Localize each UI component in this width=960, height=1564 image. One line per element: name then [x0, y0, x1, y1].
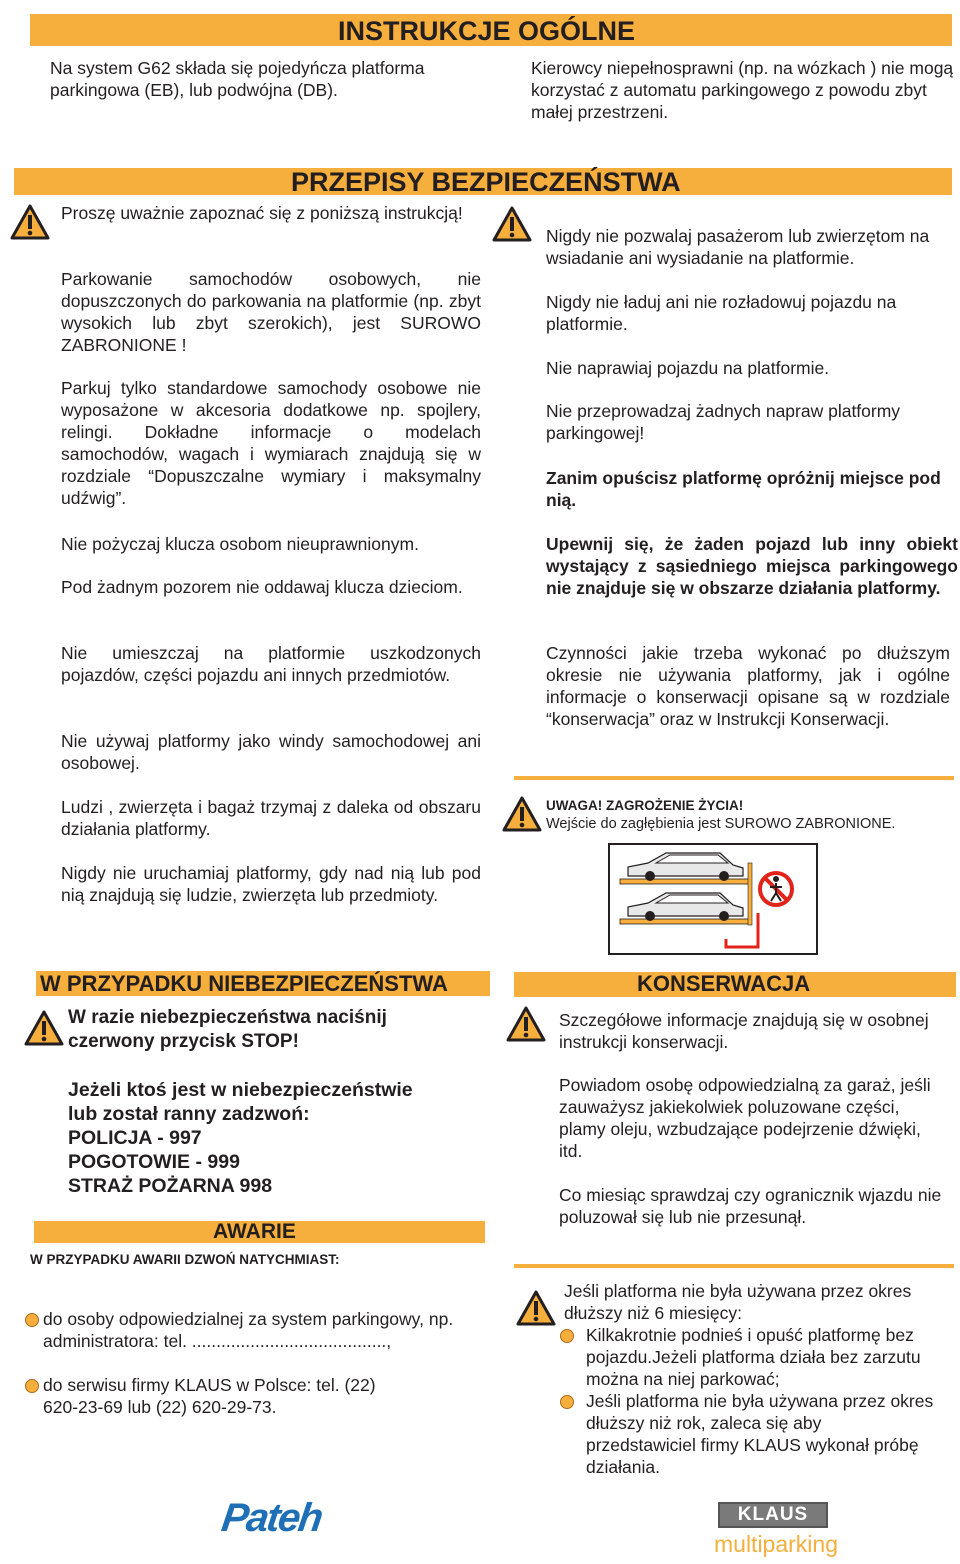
warning-icon: [24, 1010, 64, 1046]
warning-icon: [502, 796, 542, 832]
warning-icon: [506, 1006, 546, 1042]
safety-left-para-4: Nie pożyczaj klucza osobom nieuprawnionym.: [61, 534, 419, 554]
ambulance-number: POGOTOWIE - 999: [68, 1151, 240, 1173]
safety-left-para-2: Parkowanie samochodów osobowych, nie dopuszczonych do parkowania na platformie (np. zbyt wysokich lub zbyt szerokich), jest SUROWO ZABRONIONE !: [61, 269, 481, 355]
safety-right-para-5: Zanim opuścisz platformę opróżnij miejsce pod nią.: [546, 468, 941, 510]
warning-icon: [492, 206, 532, 242]
failures-subtitle: W PRZYPADKU AWARII DZWOŃ NATYCHMIAST:: [30, 1252, 340, 1267]
unused-item-1: Kilkakrotnie podnieś i opuść platformę bez pojazdu.Jeżeli platforma działa bez zarzutu można na niej parkować;: [586, 1325, 921, 1389]
emergency-call-block: [68, 1078, 413, 1198]
pit-illustration: [608, 843, 818, 955]
bullet-icon: [25, 1313, 39, 1327]
failures-title: AWARIE: [213, 1220, 296, 1243]
unused-item-2: Jeśli platforma nie była używana przez okres dłuższy niż rok, zaleca się aby przedstawiciel firmy KLAUS wykonał próbę działania.: [586, 1391, 934, 1477]
safety-left-para-8: Ludzi , zwierzęta i bagaż trzymaj z daleka od obszaru działania platformy.: [61, 797, 481, 839]
fire-brigade-number: STRAŻ POŻARNA 998: [68, 1175, 273, 1197]
general-left-text: Na system G62 składa się pojedyńcza platforma parkingowa (EB), lub podwójna (DB).: [50, 58, 425, 100]
safety-right-para-1: Nigdy nie pozwalaj pasażerom lub zwierzętom na wsiadanie ani wysiadanie na platformie.: [546, 226, 930, 268]
safety-right-para-6: Upewnij się, że żaden pojazd lub inny obiekt wystający z sąsiedniego miejsca parkingowego nie znajduje się w obszarze działania platformy.: [546, 534, 958, 598]
multiparking-logo-text: multiparking: [714, 1531, 838, 1557]
safety-left-para-9: Nigdy nie uruchamiaj platformy, gdy nad nią lub pod nią znajdują się ludzie, zwierzęta lub przedmioty.: [61, 863, 481, 905]
safety-right-para-7: Czynności jakie trzeba wykonać po dłuższym okresie nie używania platformy, jak i ogólne informacje o konserwacji opisane są w rozdziale “konserwacja” oraz w Instrukcji Konserwacji.: [546, 643, 950, 729]
stop-instruction: W razie niebezpieczeństwa naciśnij czerwony przycisk STOP!: [68, 1007, 387, 1052]
warning-icon: [516, 1290, 556, 1326]
general-title: INSTRUKCJE OGÓLNE: [338, 16, 636, 46]
police-number: POLICJA - 997: [68, 1127, 202, 1149]
divider-line: [514, 776, 954, 780]
bullet-icon: [560, 1395, 574, 1409]
unused-intro: Jeśli platforma nie była używana przez okres dłuższy niż 6 miesięcy:: [564, 1281, 912, 1323]
safety-right-para-3: Nie naprawiaj pojazdu na platformie.: [546, 358, 830, 378]
failure-contact-2: do serwisu firmy KLAUS w Polsce: tel. (22) 620-23-69 lub (22) 620-29-73.: [43, 1375, 376, 1417]
safety-left-para-7: Nie używaj platformy jako windy samochodowej ani osobowej.: [61, 731, 481, 773]
safety-title: PRZEPISY BEZPIECZEŃSTWA: [291, 167, 681, 197]
bullet-icon: [560, 1329, 574, 1343]
safety-right-para-4: Nie przeprowadzaj żadnych napraw platformy parkingowej!: [546, 401, 901, 443]
safety-left-para-3: Parkuj tylko standardowe samochody osobowe nie wyposażone w akcesoria dodatkowe np. spojlery, relingi. Dokładne informacje o modelach samochodów, wagach i wymiarach znajdują się w rozdziale “Dopuszczalne wymiary i maksymalny udźwig”.: [61, 378, 481, 508]
maintenance-para-1: Szczegółowe informacje znajdują się w osobnej instrukcji konserwacji.: [559, 1010, 929, 1052]
maintenance-title: KONSERWACJA: [637, 971, 811, 996]
failure-contact-1: do osoby odpowiedzialnej za system parkingowy, np. administratora: tel. ........................................,: [43, 1309, 454, 1351]
danger-title: UWAGA! ZAGROŻENIE ŻYCIA!: [546, 798, 744, 813]
emergency-title: W PRZYPADKU NIEBEZPIECZEŃSTWA: [40, 971, 448, 996]
safety-left-para-6: Nie umieszczaj na platformie uszkodzonych pojazdów, części pojazdu ani innych przedmiotów.: [61, 643, 481, 685]
call-line: lub został ranny zadzwoń:: [68, 1103, 310, 1125]
bullet-icon: [25, 1379, 39, 1393]
pateh-logo: Pateh: [218, 1496, 325, 1540]
safety-right-para-2: Nigdy nie ładuj ani nie rozładowuj pojazdu na platformie.: [546, 292, 897, 334]
divider-line: [514, 1264, 954, 1268]
maintenance-para-2: Powiadom osobę odpowiedzialną za garaż, jeśli zauważysz jakiekolwiek poluzowane części, plamy oleju, wzbudzające podejrzenie dźwięki, itd.: [559, 1075, 931, 1161]
call-line: Jeżeli ktoś jest w niebezpieczeństwie: [68, 1079, 413, 1101]
maintenance-para-3: Co miesiąc sprawdzaj czy ogranicznik wjazdu nie poluzował się lub nie przesunął.: [559, 1185, 942, 1227]
safety-left-para-5: Pod żadnym pozorem nie oddawaj klucza dzieciom.: [61, 577, 463, 597]
safety-left-para-1: Proszę uważnie zapoznać się z poniższą instrukcją!: [61, 203, 463, 223]
danger-text: Wejście do zagłębienia jest SUROWO ZABRONIONE.: [546, 816, 896, 832]
warning-icon: [10, 204, 50, 240]
klaus-logo-text: KLAUS: [737, 1504, 809, 1525]
klaus-logo-box: [718, 1502, 828, 1528]
general-right-text: Kierowcy niepełnosprawni (np. na wózkach ) nie mogą korzystać z automatu parkingowego z powodu zbyt małej przestrzeni.: [531, 58, 954, 122]
